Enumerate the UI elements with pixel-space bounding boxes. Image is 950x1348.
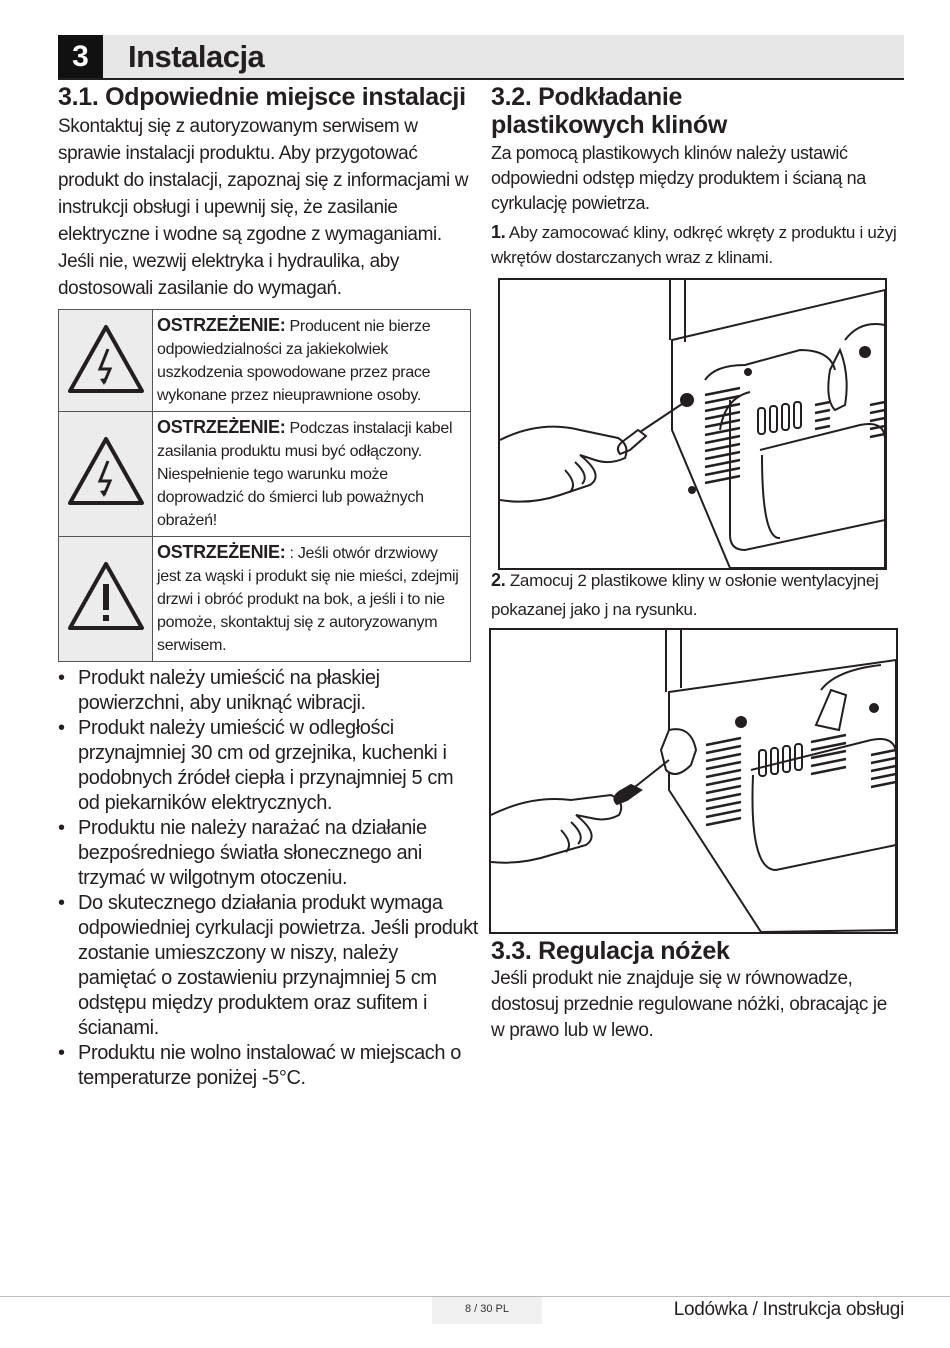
- installation-requirements-list: [58, 666, 478, 1091]
- step-1: [491, 220, 903, 270]
- list-item: • Produktu nie wolno instalować w miejscach o temperaturze poniżej -5°C.: [58, 1041, 478, 1091]
- electric-hazard-icon: [66, 435, 146, 507]
- warning-label: OSTRZEŻENIE:: [157, 417, 286, 437]
- page-number: 8 / 30 PL: [432, 1297, 542, 1324]
- step-2: [491, 566, 903, 624]
- figure-illustration: [491, 630, 896, 932]
- section-3-3: [491, 937, 903, 1044]
- chapter-title: Instalacja: [128, 39, 265, 74]
- chapter-header: [58, 35, 904, 80]
- section-3-2-body: Za pomocą plastikowych klinów należy ustawić odpowiedni odstęp między produktem i ścianą na cyrkulację powietrza.: [491, 143, 866, 213]
- section-3-1-heading: 3.1. Odpowiednie miejsce instalacji: [58, 83, 466, 111]
- figure-attach-wedges: [489, 628, 898, 934]
- section-3-2-heading-line1: 3.2. Podkładanie: [491, 83, 683, 111]
- warning-row: [59, 412, 471, 537]
- warning-label: OSTRZEŻENIE:: [157, 542, 286, 562]
- warning-label: OSTRZEŻENIE:: [157, 315, 286, 335]
- figure-remove-screws: [498, 278, 887, 570]
- warning-icon-cell: [59, 537, 153, 662]
- document-title: Lodówka / Instrukcja obsługi: [673, 1299, 904, 1320]
- list-item: • Produkt należy umieścić w odległości przynajmniej 30 cm od grzejnika, kuchenki i podobnych źródeł ciepła i przynajmniej 5 cm od piekarników elektrycznych.: [58, 716, 478, 816]
- warning-icon-cell: [59, 310, 153, 412]
- warning-message: : Jeśli otwór drzwiowy jest za wąski i produkt się nie mieści, zdejmij drzwi i obróć produkt na bok, a jeśli i to nie pomoże, skontaktuj się z autoryzowanym serwisem.: [157, 545, 459, 654]
- warning-message: Producent nie bierze odpowiedzialności za jakiekolwiek uszkodzenia spowodowane przez prace wykonane przez nieuprawnione osoby.: [157, 318, 431, 404]
- list-item: • Produktu nie należy narażać na działanie bezpośredniego światła słonecznego ani trzymać w wilgotnym otoczeniu.: [58, 816, 478, 891]
- electric-hazard-icon: [66, 323, 146, 395]
- warning-row: [59, 537, 471, 662]
- list-item: • Do skutecznego działania produkt wymaga odpowiedniej cyrkulacji powietrza. Jeśli produkt zostanie umieszczony w niszy, należy pamiętać o zostawieniu przynajmniej 5 cm odstępu między produktem oraz sufitem i ścianami.: [58, 891, 478, 1041]
- section-3-1: [58, 83, 472, 302]
- chapter-number: 3: [58, 35, 103, 78]
- step-number: 2.: [491, 570, 506, 590]
- warning-icon-cell: [59, 412, 153, 537]
- figure-illustration: [500, 280, 885, 568]
- warning-row: [59, 310, 471, 412]
- warning-message: Podczas instalacji kabel zasilania produktu musi być odłączony. Niespełnienie tego warunku może doprowadzić do śmierci lub poważnych obrażeń!: [157, 420, 453, 529]
- section-3-1-body: Skontaktuj się z autoryzowanym serwisem w sprawie instalacji produktu. Aby przygotować produkt do instalacji, zapoznaj się z informacjami w instrukcji obsługi i upewnij się, że zasilanie elektryczne i wodne są zgodne z wymaganiami. Jeśli nie, wezwij elektryka i hydraulika, aby dostosowali zasilanie do wymagań.: [58, 116, 469, 299]
- section-3-3-heading: 3.3. Regulacja nóżek: [491, 937, 730, 965]
- warning-text: [153, 537, 471, 662]
- step-text: Aby zamocować kliny, odkręć wkręty z produktu i użyj wkrętów dostarczanych wraz z klinami.: [491, 223, 897, 267]
- warning-text: [153, 412, 471, 537]
- list-item: • Produkt należy umieścić na płaskiej powierzchni, aby uniknąć wibracji.: [58, 666, 478, 716]
- step-number: 1.: [491, 222, 506, 242]
- warning-text: [153, 310, 471, 412]
- general-warning-icon: [66, 560, 146, 632]
- step-text: Zamocuj 2 plastikowe kliny w osłonie wentylacyjnej pokazanej jako j na rysunku.: [491, 571, 879, 619]
- warning-table: [58, 309, 471, 662]
- section-3-2-heading: [491, 83, 903, 139]
- section-3-2-heading-line2: plastikowych klinów: [491, 111, 728, 139]
- section-3-2: [491, 83, 903, 270]
- section-3-3-body: Jeśli produkt nie znajduje się w równowadze, dostosuj przednie regulowane nóżki, obracając je w prawo lub w lewo.: [491, 968, 887, 1041]
